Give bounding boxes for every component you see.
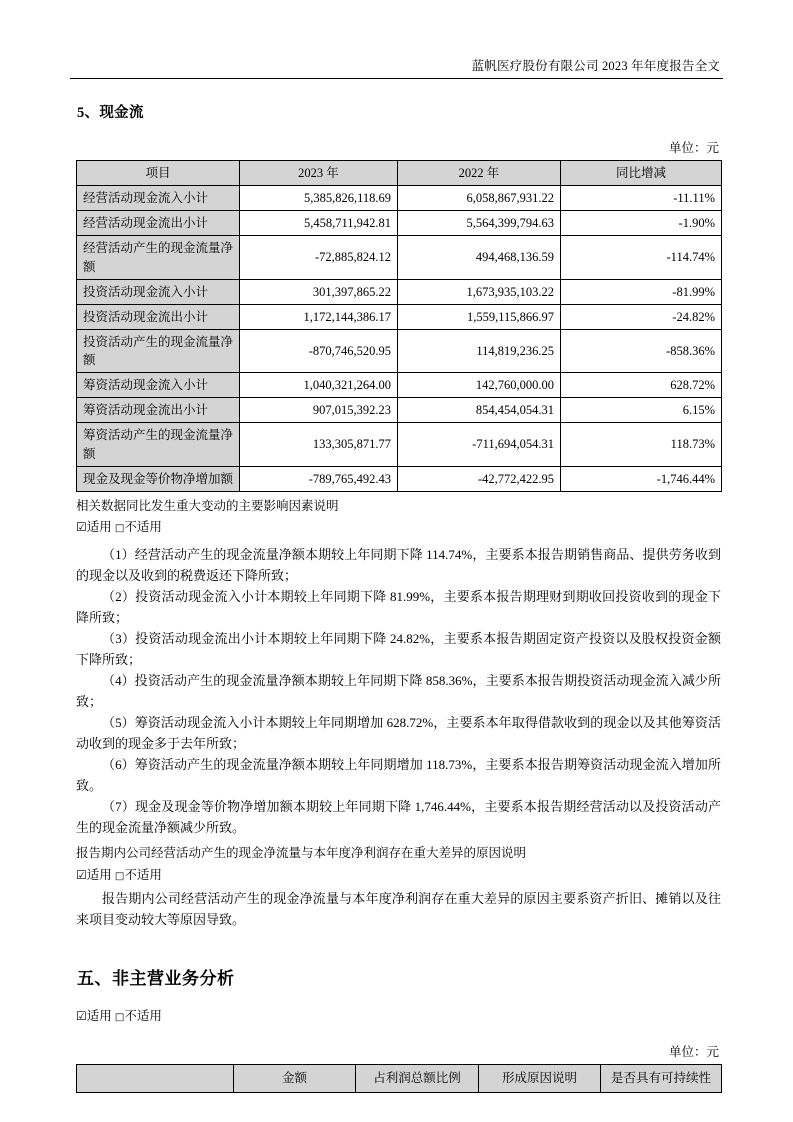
row-item-label: 筹资活动产生的现金流量净额 — [77, 423, 240, 466]
table-row — [77, 279, 722, 304]
table-row — [77, 466, 722, 491]
row-value-2022: 114,819,236.25 — [398, 329, 561, 372]
nonmain-table — [76, 1064, 722, 1092]
row-value-change: -1,746.44% — [561, 466, 722, 491]
report-header-title: 蓝帆医疗股份有限公司 2023 年年度报告全文 — [471, 59, 720, 73]
column-header-sustainable: 是否具有可持续性 — [601, 1065, 722, 1092]
nonmain-applicability — [76, 1007, 733, 1026]
row-value-change: 6.15% — [561, 398, 722, 423]
row-item-label: 经营活动产生的现金流量净额 — [77, 236, 240, 279]
factors-note-label: 相关数据同比发生重大变动的主要影响因素说明 — [76, 498, 339, 513]
row-value-2023: 1,040,321,264.00 — [240, 373, 398, 398]
factor-item-1: （1）经营活动产生的现金流量净额本期较上年同期下降 114.74%，主要系本报告期销售商品、提供劳务收到的现金以及收到的税费返还下降所致； — [76, 546, 721, 583]
row-value-2022: -42,772,422.95 — [398, 466, 561, 491]
table-row — [77, 236, 722, 279]
cashflow-table — [76, 160, 722, 492]
nonmain-unit-label: 单位：元 — [668, 1045, 719, 1060]
column-header-change: 同比增减 — [561, 161, 722, 186]
row-value-2022: 5,564,399,794.63 — [398, 211, 561, 236]
row-value-2022: 1,673,935,103.22 — [398, 279, 561, 304]
factor-item-7: （7）现金及现金等价物净增加额本期较上年同期下降 1,746.44%，主要系本报告期经营活动以及投资活动产生的现金流量净额减少所致。 — [76, 799, 721, 836]
table-row — [77, 304, 722, 329]
cashflow-heading: 5、现金流 — [77, 105, 144, 121]
header-divider — [70, 78, 723, 79]
column-header-blank — [77, 1065, 234, 1092]
column-header-item: 项目 — [77, 161, 240, 186]
table-row — [77, 398, 722, 423]
factor-item-5: （5）筹资活动现金流入小计本期较上年同期增加 628.72%，主要系本年取得借款收到的现金以及其他筹资活动收到的现金多于去年所致； — [76, 714, 721, 751]
row-value-2022: -711,694,054.31 — [398, 423, 561, 466]
row-item-label: 经营活动现金流入小计 — [77, 186, 240, 211]
factor-item-6: （6）筹资活动产生的现金流量净额本期较上年同期增加 118.73%，主要系本报告期筹资活动现金流入增加所致。 — [76, 756, 721, 794]
factor-item-2: （2）投资活动现金流入小计本期较上年同期下降 81.99%，主要系本报告期理财到期收回投资收到的现金下降所致； — [76, 588, 721, 625]
row-value-change: -1.90% — [561, 211, 722, 236]
factor-item-3: （3）投资活动现金流出小计本期较上年同期下降 24.82%，主要系本报告期固定资产投资以及股权投资金额下降所致； — [76, 630, 721, 667]
not-applicable-checkbox[interactable]: □ — [114, 523, 125, 535]
table-row — [77, 329, 722, 372]
table-row — [77, 186, 722, 211]
row-value-2022: 854,454,054.31 — [398, 398, 561, 423]
column-header-amount: 金额 — [234, 1065, 356, 1092]
difference-applicability — [76, 866, 733, 885]
row-item-label: 投资活动现金流出小计 — [77, 304, 240, 329]
not-applicable-label: 不适用 — [124, 1009, 162, 1023]
factors-list — [60, 544, 733, 839]
row-value-2023: 5,458,711,942.81 — [240, 211, 398, 236]
not-applicable-label: 不适用 — [124, 867, 162, 882]
row-value-change: -11.11% — [561, 186, 722, 211]
row-value-2023: -789,765,492.43 — [240, 466, 398, 491]
row-value-2022: 1,559,115,866.97 — [398, 304, 561, 329]
column-header-reason: 形成原因说明 — [479, 1065, 601, 1092]
table-header-row — [77, 161, 722, 186]
row-item-label: 投资活动产生的现金流量净额 — [77, 329, 240, 372]
difference-explanation: 报告期内公司经营活动产生的现金净流量与本年度净利润存在重大差异的原因主要系资产折旧、摊销以及往来项目变动较大等原因导致。 — [76, 890, 721, 927]
applicable-checkbox-checked[interactable]: ☑ — [76, 867, 87, 882]
row-item-label: 筹资活动现金流入小计 — [77, 373, 240, 398]
row-item-label: 投资活动现金流入小计 — [77, 279, 240, 304]
not-applicable-checkbox[interactable]: □ — [114, 1012, 125, 1023]
applicable-label: 适用 — [86, 867, 112, 882]
table-row — [77, 211, 722, 236]
applicable-label: 适用 — [86, 1009, 112, 1023]
row-value-2022: 494,468,136.59 — [398, 236, 561, 279]
column-header-profit-ratio: 占利润总额比例 — [356, 1065, 479, 1092]
row-value-2023: 5,385,826,118.69 — [240, 186, 398, 211]
table-row — [77, 423, 722, 466]
row-value-2023: -870,746,520.95 — [240, 329, 398, 372]
row-value-2023: 907,015,392.23 — [240, 398, 398, 423]
row-value-2023: 1,172,144,386.17 — [240, 304, 398, 329]
column-header-2023: 2023 年 — [240, 161, 398, 186]
nonmain-section-heading: 五、非主营业务分析 — [77, 969, 235, 988]
row-value-change: -858.36% — [561, 329, 722, 372]
row-value-2023: -72,885,824.12 — [240, 236, 398, 279]
row-value-change: 628.72% — [561, 373, 722, 398]
row-item-label: 经营活动现金流出小计 — [77, 211, 240, 236]
row-value-2022: 142,760,000.00 — [398, 373, 561, 398]
difference-note-label: 报告期内公司经营活动产生的现金净流量与本年度净利润存在重大差异的原因说明 — [76, 846, 527, 861]
row-item-label: 筹资活动现金流出小计 — [77, 398, 240, 423]
table-header-row — [77, 1065, 722, 1092]
row-value-2022: 6,058,867,931.22 — [398, 186, 561, 211]
not-applicable-label: 不适用 — [124, 520, 162, 535]
factors-applicability — [76, 518, 733, 537]
column-header-2022: 2022 年 — [398, 161, 561, 186]
row-item-label: 现金及现金等价物净增加额 — [77, 466, 240, 491]
cashflow-unit-label: 单位：元 — [668, 141, 719, 155]
row-value-2023: 133,305,871.77 — [240, 423, 398, 466]
row-value-change: -24.82% — [561, 304, 722, 329]
applicable-checkbox-checked[interactable]: ☑ — [76, 520, 87, 535]
row-value-2023: 301,397,865.22 — [240, 279, 398, 304]
page-header — [60, 0, 733, 74]
row-value-change: -81.99% — [561, 279, 722, 304]
applicable-checkbox-checked[interactable]: ☑ — [76, 1009, 87, 1023]
row-value-change: -114.74% — [561, 236, 722, 279]
applicable-label: 适用 — [86, 520, 112, 535]
not-applicable-checkbox[interactable]: □ — [114, 870, 125, 882]
factor-item-4: （4）投资活动产生的现金流量净额本期较上年同期下降 858.36%，主要系本报告期投资活动现金流入减少所致； — [76, 672, 721, 709]
table-row — [77, 373, 722, 398]
row-value-change: 118.73% — [561, 423, 722, 466]
